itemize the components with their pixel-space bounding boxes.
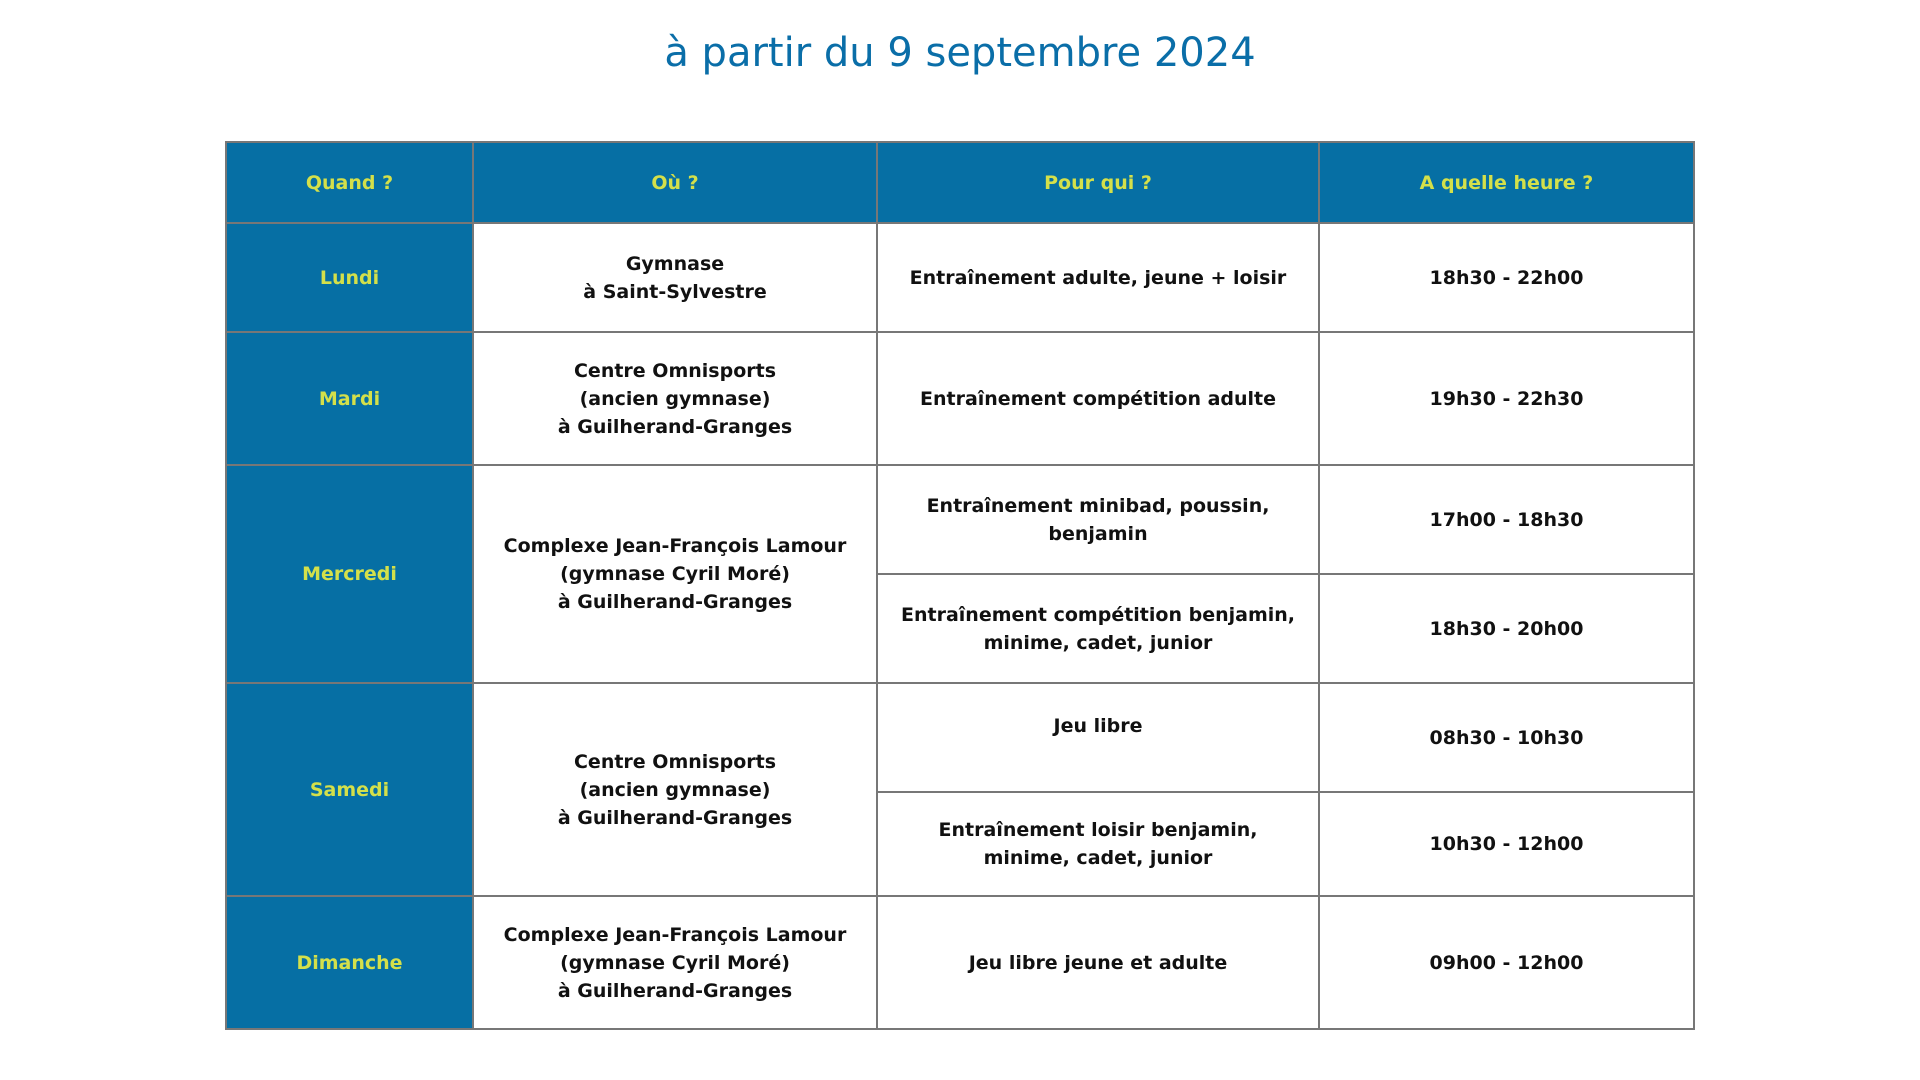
time-cell: 19h30 - 22h30 bbox=[1319, 332, 1694, 465]
schedule-table bbox=[225, 141, 1695, 1030]
time-cell: 18h30 - 20h00 bbox=[1319, 574, 1694, 683]
table-row bbox=[226, 896, 1694, 1029]
table-row bbox=[226, 223, 1694, 332]
audience-cell: Jeu libre jeune et adulte bbox=[877, 896, 1319, 1029]
place-cell: Centre Omnisports (ancien gymnase) à Guilherand-Granges bbox=[473, 683, 877, 896]
header-who: Pour qui ? bbox=[877, 142, 1319, 223]
day-cell-mercredi: Mercredi bbox=[226, 465, 473, 683]
time-cell: 08h30 - 10h30 bbox=[1319, 683, 1694, 792]
header-where: Où ? bbox=[473, 142, 877, 223]
time-cell: 10h30 - 12h00 bbox=[1319, 792, 1694, 896]
header-when: Quand ? bbox=[226, 142, 473, 223]
audience-cell: Entraînement minibad, poussin, benjamin bbox=[877, 465, 1319, 574]
header-time: A quelle heure ? bbox=[1319, 142, 1694, 223]
time-cell: 09h00 - 12h00 bbox=[1319, 896, 1694, 1029]
day-cell-samedi: Samedi bbox=[226, 683, 473, 896]
day-cell-lundi: Lundi bbox=[226, 223, 473, 332]
audience-cell: Jeu libre bbox=[877, 683, 1319, 792]
place-cell: Gymnase à Saint-Sylvestre bbox=[473, 223, 877, 332]
audience-cell: Entraînement loisir benjamin, minime, cadet, junior bbox=[877, 792, 1319, 896]
time-cell: 18h30 - 22h00 bbox=[1319, 223, 1694, 332]
audience-cell: Entraînement compétition benjamin, minime, cadet, junior bbox=[877, 574, 1319, 683]
audience-cell: Entraînement adulte, jeune + loisir bbox=[877, 223, 1319, 332]
table-row bbox=[226, 465, 1694, 574]
table-row bbox=[226, 332, 1694, 465]
audience-cell: Entraînement compétition adulte bbox=[877, 332, 1319, 465]
time-cell: 17h00 - 18h30 bbox=[1319, 465, 1694, 574]
day-cell-mardi: Mardi bbox=[226, 332, 473, 465]
page-title: à partir du 9 septembre 2024 bbox=[664, 30, 1256, 76]
day-cell-dimanche: Dimanche bbox=[226, 896, 473, 1029]
place-cell: Complexe Jean-François Lamour (gymnase Cyril Moré) à Guilherand-Granges bbox=[473, 896, 877, 1029]
place-cell: Centre Omnisports (ancien gymnase) à Guilherand-Granges bbox=[473, 332, 877, 465]
table-header-row bbox=[226, 142, 1694, 223]
place-cell: Complexe Jean-François Lamour (gymnase Cyril Moré) à Guilherand-Granges bbox=[473, 465, 877, 683]
table-row bbox=[226, 683, 1694, 792]
